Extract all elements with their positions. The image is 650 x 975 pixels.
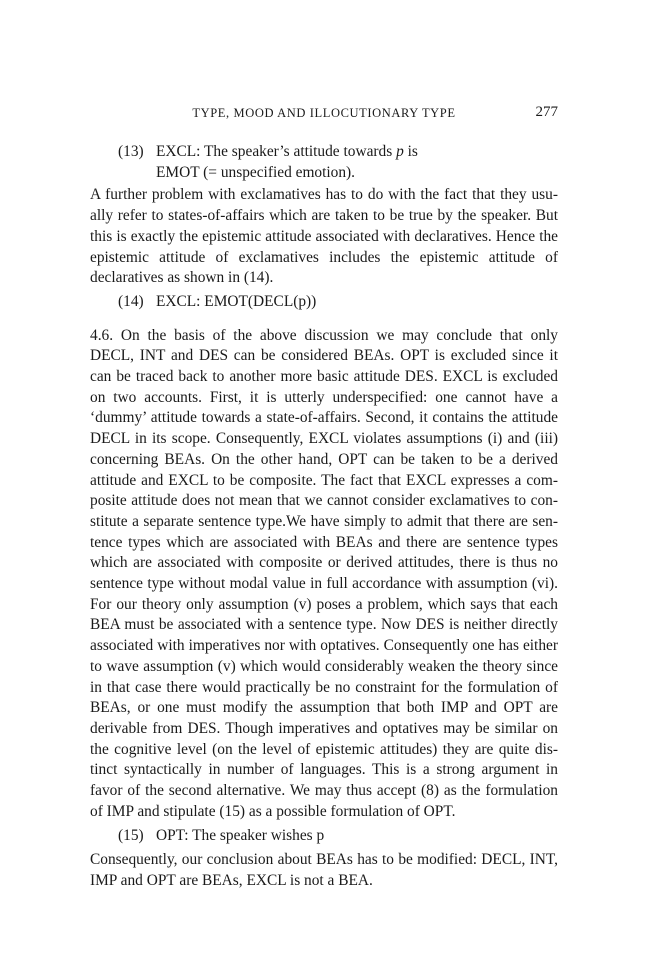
- running-head: TYPE, MOOD AND ILLOCUTIONARY TYPE: [192, 106, 456, 120]
- variable-p: p: [396, 143, 404, 160]
- example-14: [118, 292, 558, 313]
- paragraph: A further problem with exclamatives has to do with the fact that they usually refer to states-of-affairs which are taken to be true by the speaker. But this is exactly the epistemic attitude associated with declaratives. Hence the epistemic attitude of exclamatives includes the epistemic attitude of declaratives as shown in (14).: [90, 186, 558, 287]
- page-number: 277: [535, 104, 558, 120]
- example-number: (14): [118, 292, 144, 310]
- paragraph: 4.6. On the basis of the above discussion we may conclude that only DECL, INT and DES can be considered BEAs. OPT is excluded since it can be traced back to another more basic attitude DES. EXCL is excluded on two accounts. First, it is utterly underspecified: one cannot have a ‘dummy’ attitude towards a state-of-affairs. Second, it contains the attitude DECL in its scope. Consequently, EXCL violates assumptions (i) and (iii) concerning BEAs. On the other hand, OPT can be taken to be a derived attitude and EXCL to be composite. The fact that EXCL expresses a composite attitude does not mean that we cannot consider exclamatives to constitute a separate sentence type.We have simply to admit that there are sentence types which are associated with BEAs and there are sentence types which are associated with composite or derived attitudes, there is thus no sentence type without modal value in full accordance with assumption (vi). For our theory only assumption (v) poses a problem, which says that each BEA must be associated with a sentence type. Now DES is neither directly associated with imperatives nor with optatives. Consequently one has either to wave assumption (v) which would considerably weaken the theory since in that case there would practically be no constraint for the formulation of BEAs, or one must modify the assumption that both IMP and OPT are derivable from DES. Though imperatives and optatives may be similar on the cognitive level (on the level of epistemic attitudes) they are quite distinct syntactically in number of languages. This is a strong argument in favor of the second alternative. We may thus accept (8) as the formulation of IMP and stipulate (15) as a possible formulation of OPT.: [90, 326, 558, 820]
- page-header: [90, 104, 558, 124]
- paragraph: Consequently, our conclusion about BEAs has to be modified: DECL, INT, IMP and OPT are BEAs, EXCL is not a BEA.: [90, 851, 558, 889]
- example-15: [118, 826, 558, 847]
- example-number: (15): [118, 826, 144, 844]
- example-body: EXCL: EMOT(DECL(p)): [156, 292, 317, 310]
- example-text: EXCL: The speaker’s attitude towards: [156, 143, 397, 160]
- example-line: [156, 142, 558, 163]
- example-13: [118, 142, 558, 183]
- example-text: is: [403, 143, 418, 160]
- example-number: (13): [118, 143, 144, 160]
- example-body: OPT: The speaker wishes p: [156, 826, 325, 844]
- body-text: [90, 142, 558, 892]
- example-body: [156, 142, 558, 183]
- example-line: EMOT (= unspecified emotion).: [156, 163, 356, 181]
